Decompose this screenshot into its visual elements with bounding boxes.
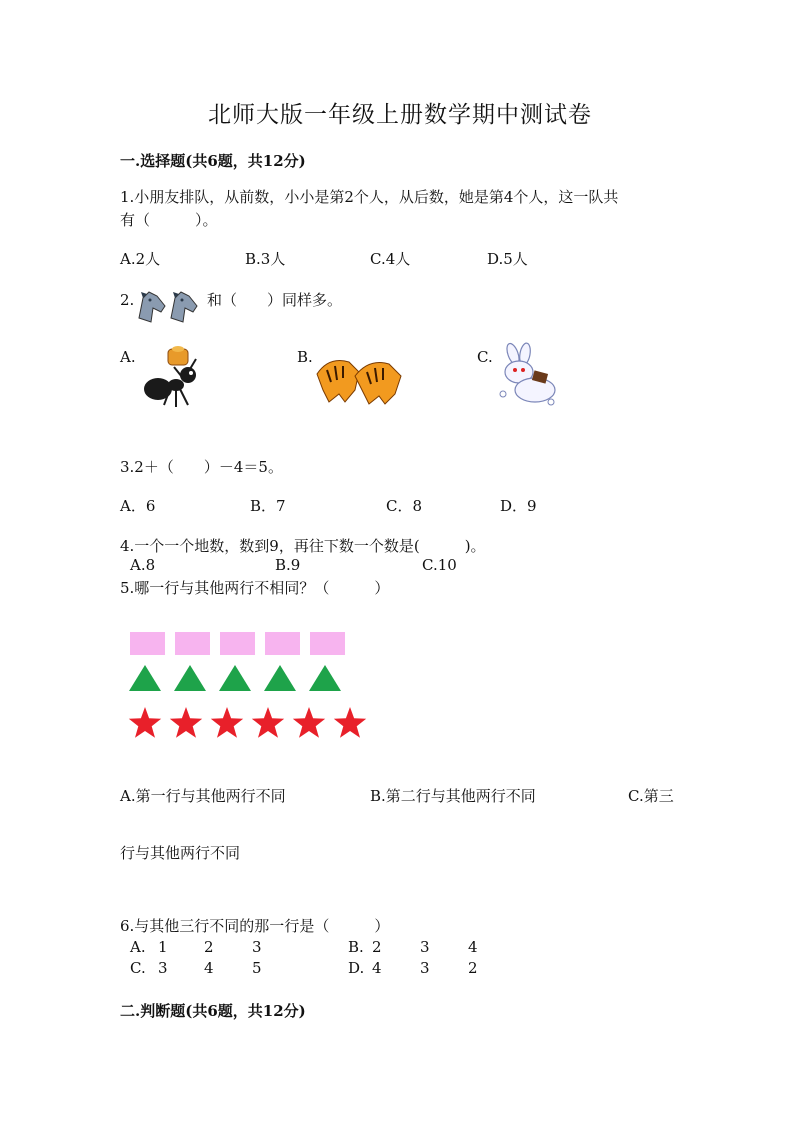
q2-option-c[interactable]: C. — [477, 348, 493, 366]
q1-option-a[interactable]: A.2人 — [120, 250, 161, 268]
green-triangle — [264, 665, 296, 691]
q6-number: 3 — [158, 959, 168, 977]
question-2-text: 和（ ）同样多。 — [207, 291, 343, 309]
q6-number: 2 — [204, 938, 214, 956]
ant-icon — [140, 345, 210, 413]
horse-icon — [135, 288, 205, 326]
q6-number: 3 — [420, 938, 430, 956]
q5-option-c[interactable]: C.第三 — [628, 787, 674, 805]
q6-option-label: D. — [348, 959, 365, 977]
red-star — [293, 707, 325, 738]
green-triangle — [129, 665, 161, 691]
q6-number: 5 — [252, 959, 262, 977]
q6-number: 3 — [420, 959, 430, 977]
red-star — [211, 707, 243, 738]
q5-option-c-continued: 行与其他两行不同 — [120, 844, 241, 862]
q6-option-d[interactable] — [348, 959, 478, 977]
q3-option-b[interactable]: B．7 — [250, 497, 286, 515]
pink-square — [220, 632, 255, 655]
question-3-text: 3.2＋（ ）－4＝5。 — [120, 458, 283, 476]
question-2-number: 2. — [120, 291, 135, 309]
q6-option-label: C. — [130, 959, 146, 977]
pink-square — [175, 632, 210, 655]
q6-option-label: B. — [348, 938, 364, 956]
green-triangle — [219, 665, 251, 691]
q3-option-d[interactable]: D．9 — [500, 497, 537, 515]
q3-option-c[interactable]: C．8 — [386, 497, 423, 515]
q6-number: 1 — [158, 938, 168, 956]
question-5-text: 5.哪一行与其他两行不相同？（ ） — [120, 579, 390, 597]
q6-number: 3 — [252, 938, 262, 956]
section-heading-judgement: 二.判断题(共6题，共12分) — [120, 1002, 306, 1020]
page-title: 北师大版一年级上册数学期中测试卷 — [208, 102, 592, 128]
q6-option-a[interactable] — [130, 938, 262, 956]
q2-option-a[interactable]: A. — [120, 348, 136, 366]
question-1-line2: 有（ ）。 — [120, 211, 218, 229]
q6-option-b[interactable] — [348, 938, 478, 956]
rabbit-icon — [493, 346, 563, 410]
q2-option-b[interactable]: B. — [297, 348, 313, 366]
red-star — [129, 707, 161, 738]
red-star — [334, 707, 366, 738]
shape-rows-figure — [120, 628, 360, 746]
tiger-icon — [315, 350, 405, 408]
q4-option-b[interactable]: B.9 — [275, 556, 301, 574]
q6-number: 2 — [372, 938, 382, 956]
q4-option-c[interactable]: C.10 — [422, 556, 457, 574]
green-triangle — [309, 665, 341, 691]
q6-number: 2 — [468, 959, 478, 977]
q6-number: 4 — [372, 959, 382, 977]
q6-option-label: A. — [130, 938, 146, 956]
question-6-text: 6.与其他三行不同的那一行是（ ） — [120, 917, 390, 935]
pink-square — [265, 632, 300, 655]
q6-option-c[interactable] — [130, 959, 262, 977]
q6-number: 4 — [204, 959, 214, 977]
question-1-line1: 1.小朋友排队，从前数，小小是第2个人，从后数，她是第4个人，这一队共 — [120, 188, 619, 206]
pink-square — [310, 632, 345, 655]
q1-option-c[interactable]: C.4人 — [370, 250, 411, 268]
question-4-text: 4.一个一个地数，数到9，再往下数一个数是( )。 — [120, 537, 486, 555]
red-star — [252, 707, 284, 738]
pink-square — [130, 632, 165, 655]
green-triangle — [174, 665, 206, 691]
q5-option-a[interactable]: A.第一行与其他两行不同 — [120, 787, 286, 805]
q1-option-b[interactable]: B.3人 — [245, 250, 286, 268]
q3-option-a[interactable]: A．6 — [120, 497, 156, 515]
q5-option-b[interactable]: B.第二行与其他两行不同 — [370, 787, 536, 805]
section-heading-choice: 一.选择题(共6题，共12分) — [120, 152, 306, 170]
q4-option-a[interactable]: A.8 — [130, 556, 156, 574]
red-star — [170, 707, 202, 738]
q6-number: 4 — [468, 938, 478, 956]
q1-option-d[interactable]: D.5人 — [487, 250, 528, 268]
